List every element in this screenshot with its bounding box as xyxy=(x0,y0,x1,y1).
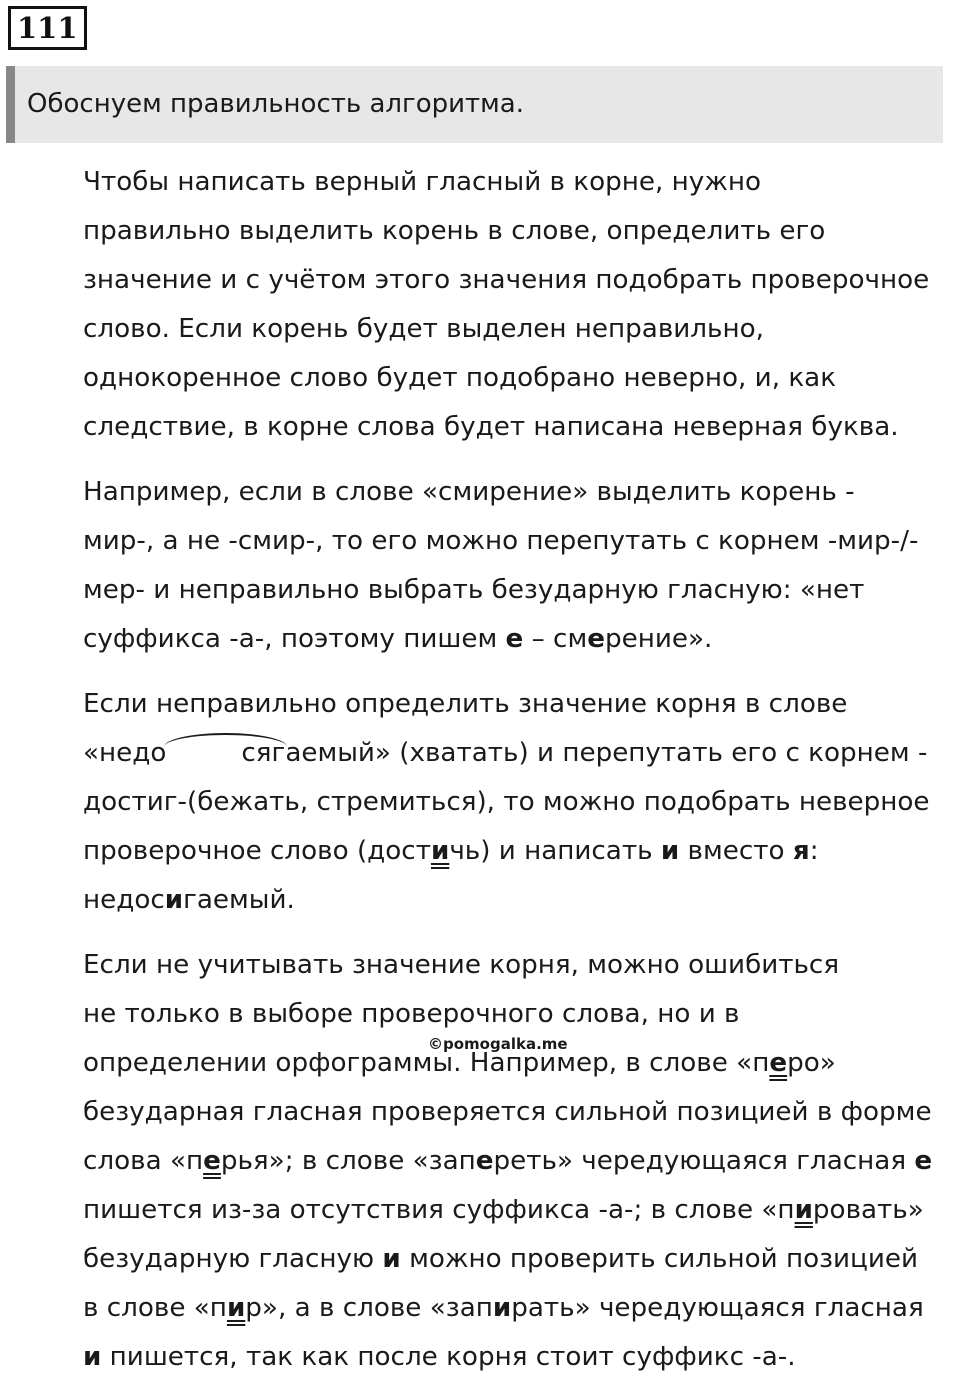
text-run: чь) и написать xyxy=(449,836,661,866)
bold-letter: я xyxy=(792,836,810,866)
text-line xyxy=(8,1235,952,1284)
paragraph-3 xyxy=(8,680,952,925)
bold-letter: и xyxy=(164,885,184,915)
text-run: недос xyxy=(83,885,165,915)
bold-letter: и xyxy=(492,1293,512,1323)
task-title: Обоснуем правильность алгоритма. xyxy=(6,66,943,143)
text-line: мир-, а не -смир-, то его можно перепутать с корнем -мир-/- xyxy=(83,526,919,556)
text-run: безударную гласную xyxy=(83,1244,383,1274)
bold-letter: е xyxy=(587,624,605,654)
text-run: суффикса -а-, поэтому пишем xyxy=(83,624,506,654)
text-line: Если не учитывать значение корня, можно ошибиться xyxy=(83,950,840,980)
text-line xyxy=(8,827,952,876)
task-number: 111 xyxy=(8,6,87,50)
text-line xyxy=(8,1186,952,1235)
stressed-letter: и xyxy=(794,1195,813,1225)
bold-letter: е xyxy=(914,1146,933,1176)
text-line: значение и с учётом этого значения подобрать проверочное xyxy=(83,265,930,295)
text-run: рать» чередующаяся гласная xyxy=(511,1293,924,1323)
text-line: мер- и неправильно выбрать безударную гласную: «нет xyxy=(83,575,865,605)
watermark: ©pomogalka.me xyxy=(428,1035,568,1053)
text-line: Чтобы написать верный гласный в корне, нужно xyxy=(83,167,761,197)
text-line: слово. Если корень будет выделен неправильно, xyxy=(83,314,764,344)
text-line: следствие, в корне слова будет написана неверная буква. xyxy=(83,412,899,442)
text-run: аемый» (хватать) и перепутать его с корнем - xyxy=(285,738,928,768)
text-line xyxy=(8,1333,952,1382)
text-run: р», а в слове «зап xyxy=(245,1293,493,1323)
text-run: рение». xyxy=(604,624,713,654)
text-run: пишется из-за отсутствия суффикса -а-; в слове «п xyxy=(83,1195,795,1225)
text-line: достиг-(бежать, стремиться), то можно подобрать неверное xyxy=(83,787,930,817)
paragraph-1 xyxy=(8,158,952,452)
text-line: однокоренное слово будет подобрано неверно, и, как xyxy=(83,363,837,393)
text-run: можно проверить сильной позицией xyxy=(400,1244,919,1274)
text-run: вместо xyxy=(679,836,793,866)
text-run: – см xyxy=(523,624,588,654)
text-run: ро» xyxy=(787,1048,836,1078)
text-line xyxy=(8,1137,952,1186)
text-line: не только в выборе проверочного слова, но и в xyxy=(83,999,740,1029)
text-run: проверочное слово (дост xyxy=(83,836,431,866)
root-text: сяг xyxy=(241,738,286,768)
text-line: безударная гласная проверяется сильной позицией в форме xyxy=(83,1097,932,1127)
bold-letter: и xyxy=(382,1244,401,1274)
stressed-letter: е xyxy=(769,1048,788,1078)
stressed-letter: и xyxy=(226,1293,246,1323)
paragraph-4 xyxy=(8,941,952,1382)
text-line xyxy=(8,729,952,778)
root-mark xyxy=(166,729,285,778)
text-line xyxy=(8,876,952,925)
text-line xyxy=(8,615,952,664)
text-run: в слове «п xyxy=(83,1293,227,1323)
text-line: Если неправильно определить значение корня в слове xyxy=(83,689,848,719)
text-run: реть» чередующаяся гласная xyxy=(493,1146,915,1176)
bold-letter: и xyxy=(660,836,680,866)
text-line xyxy=(8,1284,952,1333)
text-run: гаемый. xyxy=(183,885,295,915)
text-run: рья»; в слове «зап xyxy=(220,1146,476,1176)
bold-letter: е xyxy=(505,624,524,654)
root-arc-icon xyxy=(164,733,287,747)
text-run: ровать» xyxy=(812,1195,924,1225)
text-run: «недо xyxy=(83,738,167,768)
stressed-letter: и xyxy=(430,836,450,866)
solution-text xyxy=(8,158,952,1398)
text-run: : xyxy=(809,836,819,866)
text-run: пишется, так как после корня стоит суффикс -а-. xyxy=(101,1342,796,1372)
paragraph-2 xyxy=(8,468,952,664)
text-line: Например, если в слове «смирение» выделить корень - xyxy=(83,477,855,507)
text-run: слова «п xyxy=(83,1146,204,1176)
stressed-letter: е xyxy=(203,1146,221,1176)
bold-letter: и xyxy=(83,1342,102,1372)
text-line: правильно выделить корень в слове, определить его xyxy=(83,216,826,246)
text-run: определении орфограммы. Например, в слове «п xyxy=(83,1048,770,1078)
bold-letter: е xyxy=(475,1146,494,1176)
